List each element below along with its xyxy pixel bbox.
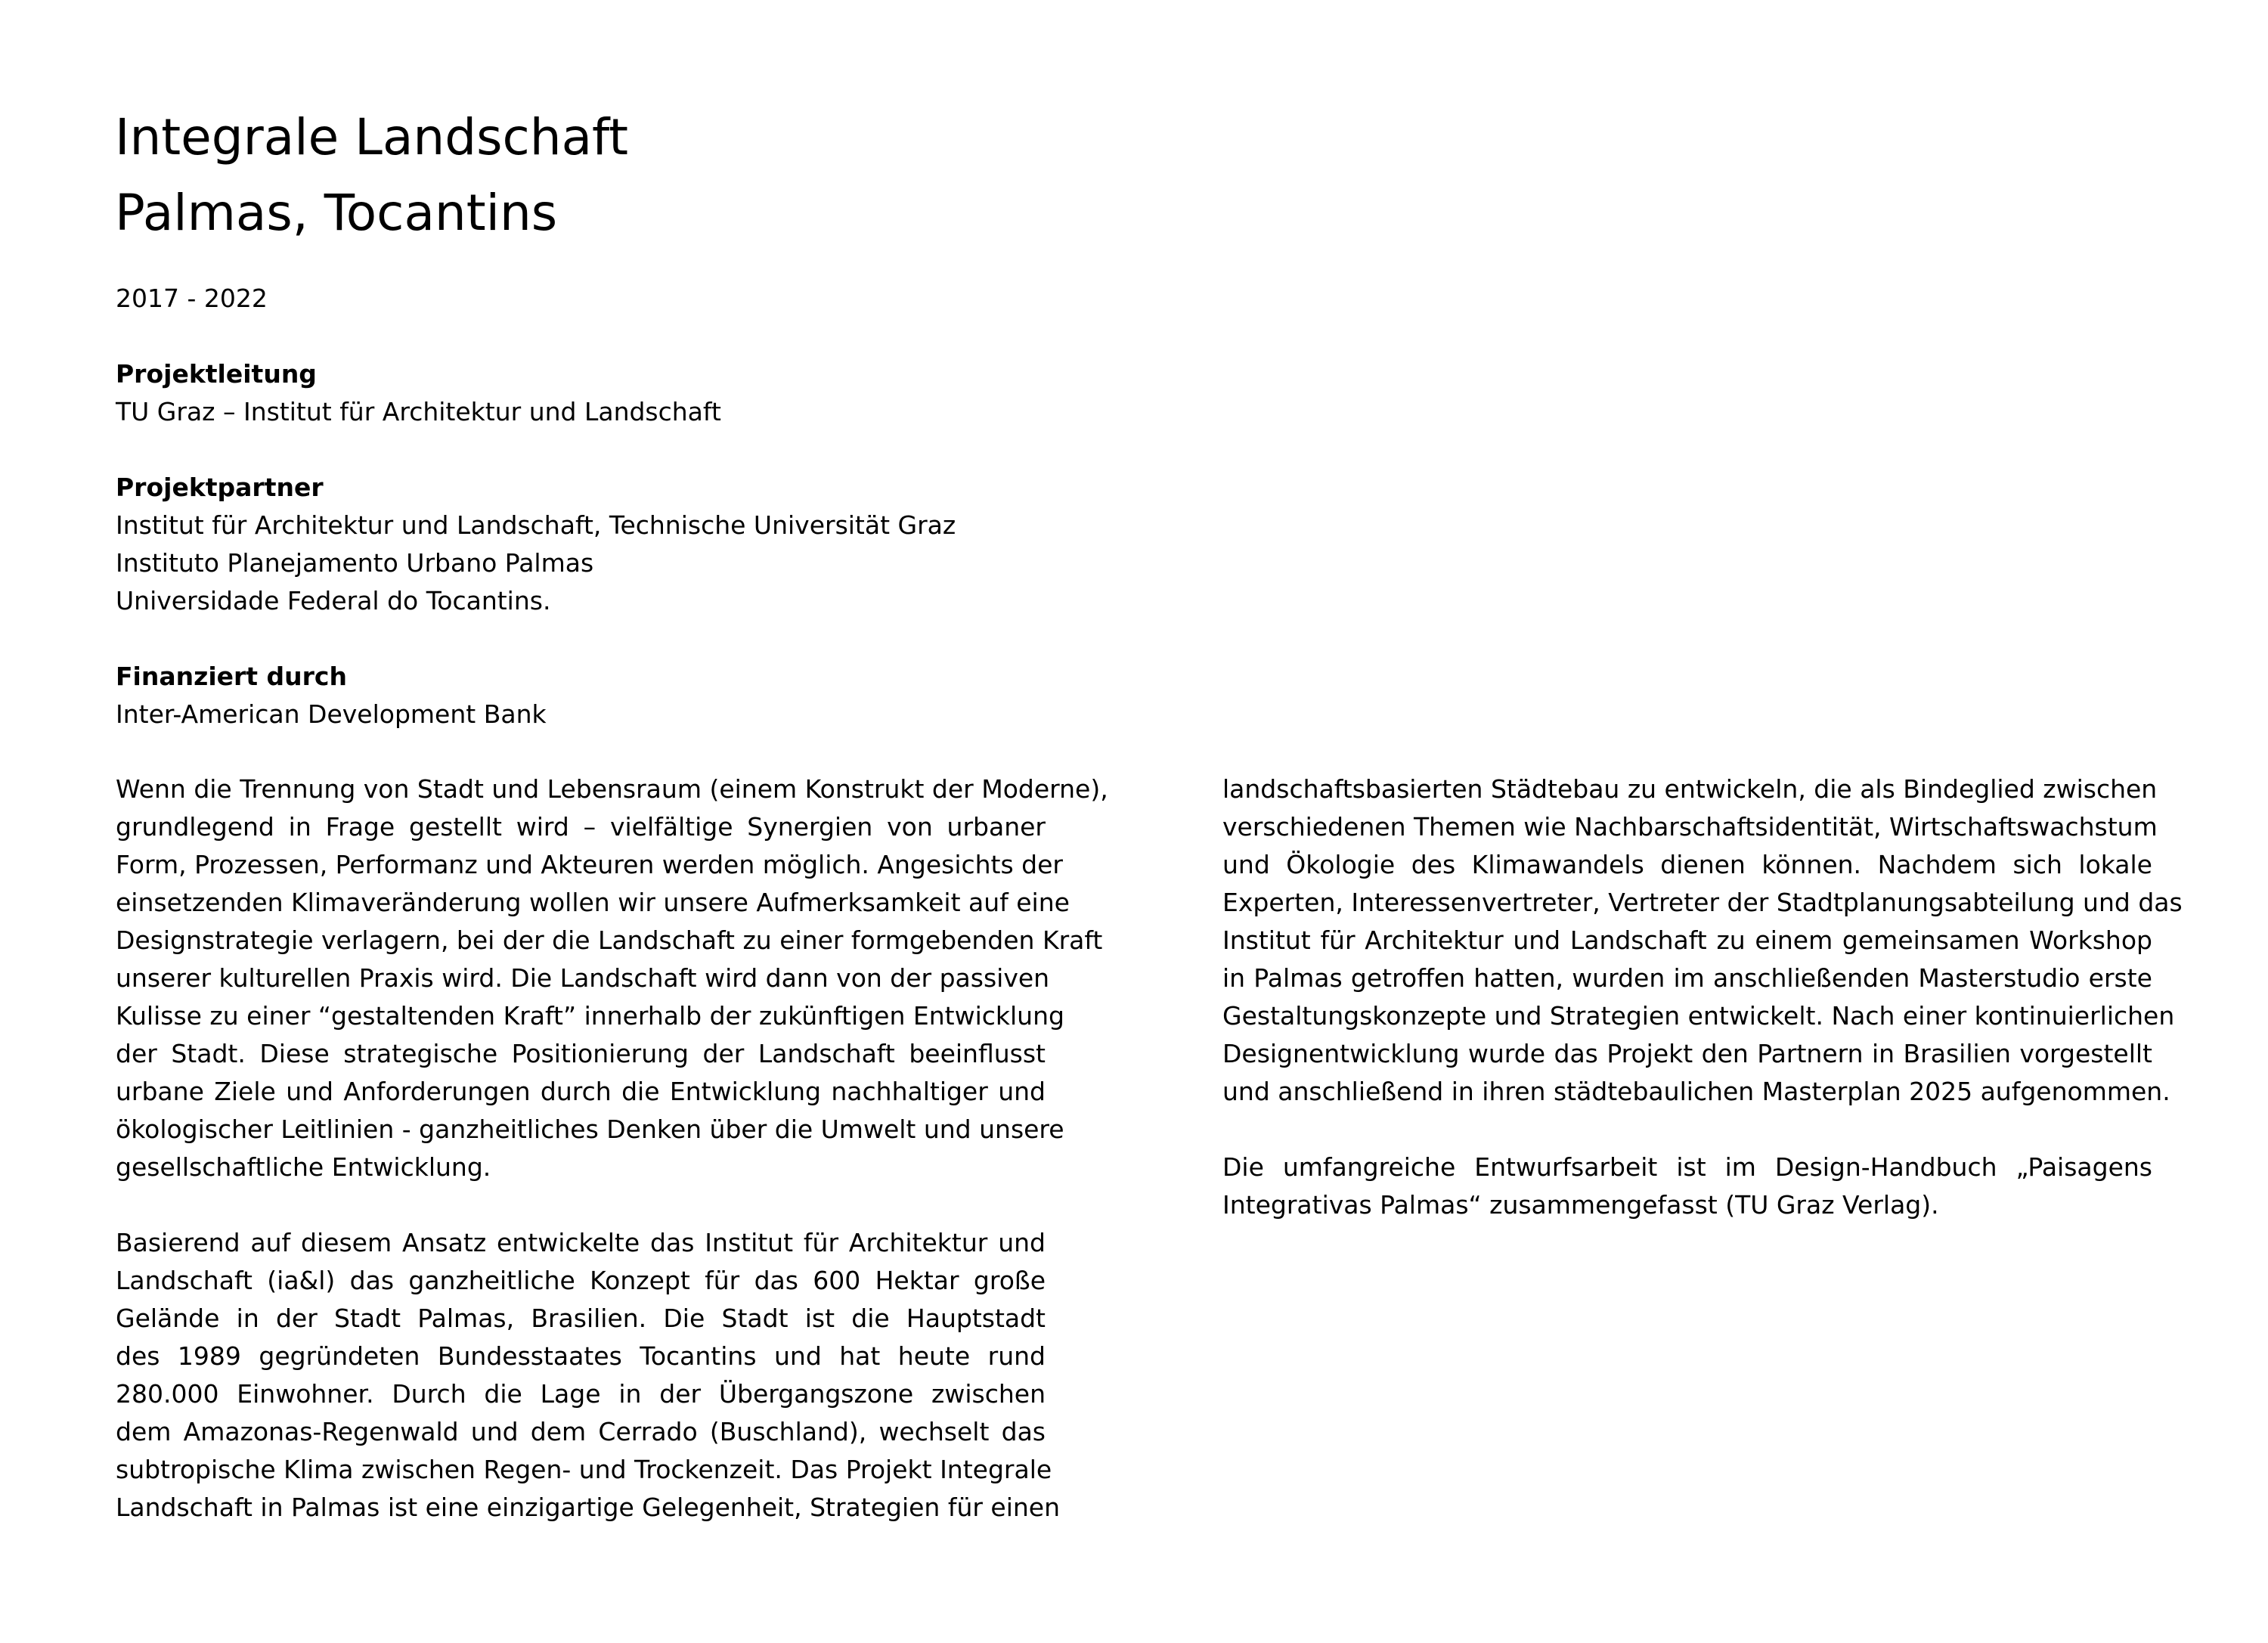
text-line: 280.000 Einwohner. Durch die Lage in der Übergangszone zwischen bbox=[116, 1379, 1046, 1409]
text-line: Designentwicklung wurde das Projekt den Partnern in Brasilien vorgestellt bbox=[1222, 1039, 2152, 1068]
text-line: einsetzenden Klimaveränderung wollen wir unsere Aufmerksamkeit auf eine bbox=[116, 888, 1070, 917]
text-line: Integrativas Palmas“ zusammengefasst (TU Graz Verlag). bbox=[1222, 1190, 1939, 1220]
paragraph-4 bbox=[1222, 1149, 2152, 1224]
text-line: und Ökologie des Klimawandels dienen können. Nachdem sich lokale bbox=[1222, 850, 2152, 879]
project-years: 2017 - 2022 bbox=[116, 284, 268, 313]
lead-heading: Projektleitung bbox=[116, 359, 317, 389]
text-line: des 1989 gegründeten Bundesstaates Tocantins und hat heute rund bbox=[116, 1341, 1046, 1371]
text-line: grundlegend in Frage gestellt wird – vielfältige Synergien von urbaner bbox=[116, 812, 1046, 842]
text-line: Gelände in der Stadt Palmas, Brasilien. Die Stadt ist die Hauptstadt bbox=[116, 1304, 1046, 1333]
partners-heading: Projektpartner bbox=[116, 473, 324, 502]
text-line: Experten, Interessenvertreter, Vertreter der Stadtplanungsabteilung und das bbox=[1222, 888, 2183, 917]
paragraph-1 bbox=[116, 770, 1108, 1186]
partner-item: Instituto Planejamento Urbano Palmas bbox=[116, 548, 594, 578]
lead-text: TU Graz – Institut für Architektur und Landschaft bbox=[116, 397, 721, 426]
text-line: Landschaft in Palmas ist eine einzigartige Gelegenheit, Strategien für einen bbox=[116, 1493, 1061, 1522]
text-line: der Stadt. Diese strategische Positionierung der Landschaft beeinflusst bbox=[116, 1039, 1046, 1068]
text-line: Institut für Architektur und Landschaft zu einem gemeinsamen Workshop bbox=[1222, 925, 2152, 955]
project-info bbox=[116, 355, 1098, 733]
spacer bbox=[116, 620, 1098, 658]
text-line: Die umfangreiche Entwurfsarbeit ist im Design-Handbuch „Paisagens bbox=[1222, 1152, 2152, 1182]
text-line: urbane Ziele und Anforderungen durch die Entwicklung nachhaltiger und bbox=[116, 1077, 1046, 1106]
text-line: und anschließend in ihren städtebaulichen Masterplan 2025 aufgenommen. bbox=[1222, 1077, 2170, 1106]
spacer bbox=[1222, 1111, 2152, 1149]
funding-heading: Finanziert durch bbox=[116, 662, 347, 691]
body-column-2 bbox=[1222, 770, 2183, 1224]
text-line: Kulisse zu einer “gestaltenden Kraft” innerhalb der zukünftigen Entwicklung bbox=[116, 1001, 1064, 1031]
text-line: dem Amazonas-Regenwald und dem Cerrado (Buschland), wechselt das bbox=[116, 1417, 1046, 1446]
text-line: Gestaltungskonzepte und Strategien entwickelt. Nach einer kontinuierlichen bbox=[1222, 1001, 2175, 1031]
partner-item: Institut für Architektur und Landschaft, Technische Universität Graz bbox=[116, 510, 956, 540]
paragraph-3 bbox=[1222, 770, 2183, 1111]
text-line: Designstrategie verlagern, bei der die Landschaft zu einer formgebenden Kraft bbox=[116, 925, 1103, 955]
body-column-1 bbox=[116, 770, 1108, 1527]
text-line: Landschaft (ia&l) das ganzheitliche Konzept für das 600 Hektar große bbox=[116, 1266, 1046, 1295]
text-line: in Palmas getroffen hatten, wurden im anschließenden Masterstudio erste bbox=[1222, 963, 2152, 993]
spacer bbox=[116, 431, 1098, 469]
text-line: unserer kulturellen Praxis wird. Die Landschaft wird dann von der passiven bbox=[116, 963, 1050, 993]
text-line: Form, Prozessen, Performanz und Akteuren werden möglich. Angesichts der bbox=[116, 850, 1064, 879]
page-title bbox=[115, 100, 628, 251]
funding-text: Inter-American Development Bank bbox=[116, 699, 547, 729]
text-line: gesellschaftliche Entwicklung. bbox=[116, 1152, 491, 1182]
title-line-2: Palmas, Tocantins bbox=[115, 184, 558, 242]
partner-item: Universidade Federal do Tocantins. bbox=[116, 586, 551, 615]
text-line: subtropische Klima zwischen Regen- und Trockenzeit. Das Projekt Integrale bbox=[116, 1455, 1052, 1484]
text-line: Wenn die Trennung von Stadt und Lebensraum (einem Konstrukt der Moderne), bbox=[116, 774, 1108, 804]
paragraph-2 bbox=[116, 1224, 1061, 1527]
spacer bbox=[116, 1186, 1046, 1224]
text-line: verschiedenen Themen wie Nachbarschaftsidentität, Wirtschaftswachstum bbox=[1222, 812, 2158, 842]
text-line: ökologischer Leitlinien - ganzheitliches Denken über die Umwelt und unsere bbox=[116, 1114, 1064, 1144]
text-line: landschaftsbasierten Städtebau zu entwickeln, die als Bindeglied zwischen bbox=[1222, 774, 2158, 804]
title-line-1: Integrale Landschaft bbox=[115, 108, 629, 166]
text-line: Basierend auf diesem Ansatz entwickelte das Institut für Architektur und bbox=[116, 1228, 1046, 1257]
